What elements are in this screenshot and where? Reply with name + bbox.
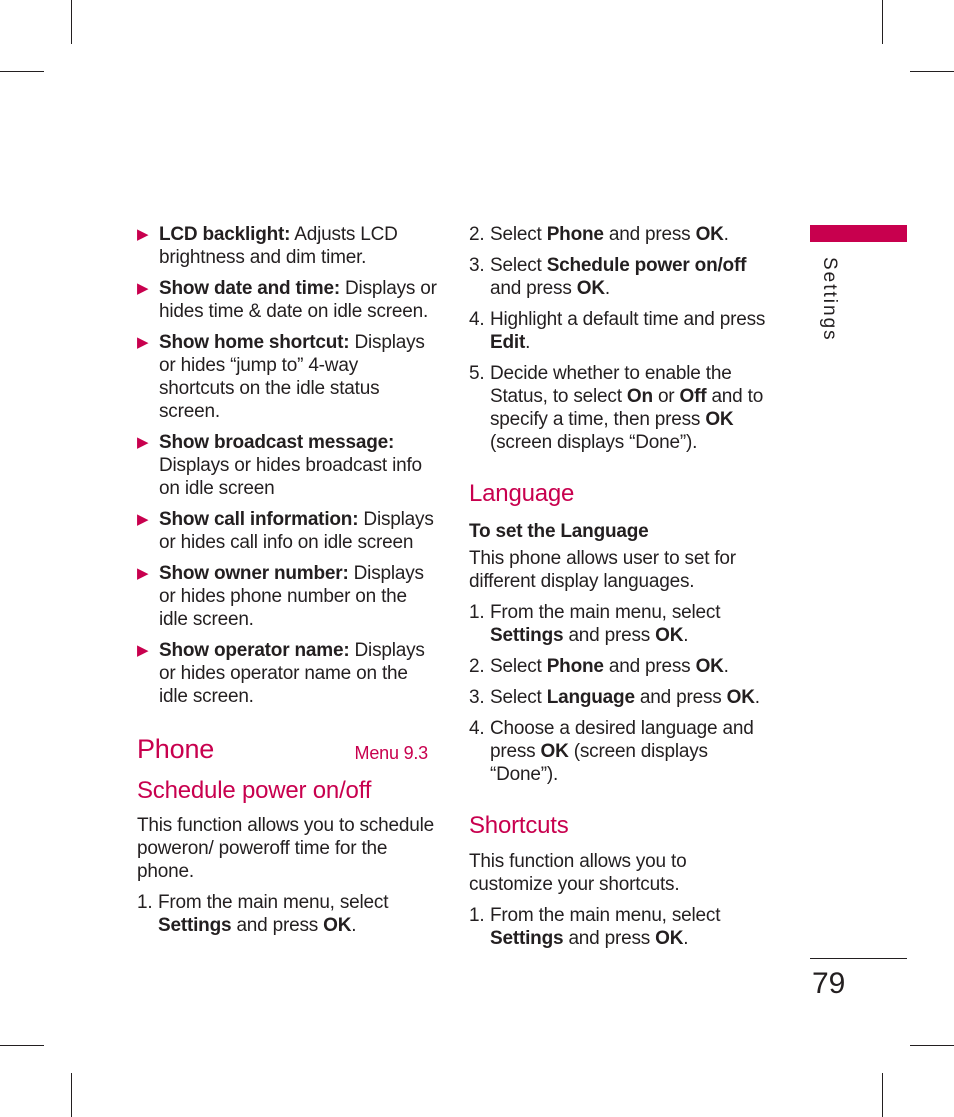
language-intro: This phone allows user to set for different display languages. — [469, 548, 736, 592]
step-number: 2. — [469, 224, 485, 245]
step-text: . — [683, 928, 689, 949]
step-keyword: Schedule power on/off — [546, 255, 747, 276]
phone-heading-row — [137, 734, 428, 764]
step-text: Highlight a default time and press — [490, 309, 766, 330]
menu-reference: Menu 9.3 — [354, 743, 428, 763]
schedule-step-5 — [469, 362, 769, 454]
step-text: Select — [490, 687, 547, 708]
step-text: From the main menu, select — [490, 905, 721, 926]
step-number: 1. — [469, 602, 485, 623]
section-title-phone: Phone — [137, 734, 215, 764]
step-text: or — [652, 386, 680, 407]
language-step-4 — [469, 717, 769, 786]
step-text: . — [723, 656, 729, 677]
crop-mark — [0, 71, 44, 72]
step-keyword: Phone — [546, 224, 604, 245]
triangle-right-icon: ▶ — [137, 334, 149, 351]
bullet-item — [137, 431, 437, 500]
triangle-right-icon: ▶ — [137, 226, 149, 243]
step-text: From the main menu, select — [490, 602, 721, 623]
bullet-item — [137, 639, 437, 708]
step-keyword: Settings — [490, 928, 564, 949]
step-number: 1. — [469, 905, 485, 926]
language-subheading: To set the Language — [469, 521, 649, 542]
step-text: . — [525, 332, 531, 353]
step-text: . — [351, 915, 357, 936]
language-step-3 — [469, 686, 769, 709]
step-keyword: Phone — [546, 656, 604, 677]
step-text: Decide whether to enable the Status, to select — [490, 363, 732, 407]
step-number: 3. — [469, 255, 485, 276]
bullet-text: Displays or hides phone number on the idle screen. — [159, 563, 424, 630]
left-column — [137, 223, 437, 945]
step-keyword: Settings — [158, 915, 232, 936]
step-keyword: OK — [695, 656, 724, 677]
bullet-text: Displays or hides call info on idle screen — [159, 509, 434, 553]
step-number: 3. — [469, 687, 485, 708]
step-text: and press — [563, 928, 656, 949]
bullet-item — [137, 223, 437, 269]
crop-mark — [71, 0, 72, 44]
page-number-rule — [810, 958, 907, 959]
schedule-step-1 — [137, 891, 437, 937]
crop-mark — [882, 0, 883, 44]
shortcuts-step-1 — [469, 904, 769, 950]
subsection-title-shortcuts: Shortcuts — [469, 812, 569, 839]
step-text: and press — [603, 224, 696, 245]
step-number: 2. — [469, 656, 485, 677]
page-number: 79 — [812, 967, 846, 1000]
step-text: and press — [603, 656, 696, 677]
bullet-label: Show call information: — [159, 509, 359, 530]
schedule-step-2 — [469, 223, 769, 246]
triangle-right-icon: ▶ — [137, 511, 149, 528]
subsection-title-language: Language — [469, 480, 575, 507]
step-keyword: OK — [695, 224, 724, 245]
bullet-item — [137, 277, 437, 323]
crop-mark — [71, 1073, 72, 1117]
step-text: and press — [490, 278, 577, 299]
bullet-text: Displays or hides broadcast info on idle screen — [159, 455, 422, 499]
crop-mark — [910, 1045, 954, 1046]
schedule-step-4 — [469, 308, 769, 354]
step-text: and press — [231, 915, 324, 936]
step-keyword: Settings — [490, 625, 564, 646]
bullet-label: Show owner number: — [159, 563, 349, 584]
step-text: From the main menu, select — [158, 892, 389, 913]
step-keyword: Language — [546, 687, 635, 708]
language-step-2 — [469, 655, 769, 678]
shortcuts-intro: This function allows you to customize your shortcuts. — [469, 851, 687, 895]
step-text: Select — [490, 656, 547, 677]
step-text: and to specify a time, then press — [490, 386, 764, 430]
step-keyword: OK — [705, 409, 734, 430]
step-keyword: Edit — [490, 332, 526, 353]
crop-mark — [910, 71, 954, 72]
section-label: Settings — [819, 257, 840, 342]
schedule-step-3 — [469, 254, 769, 300]
triangle-right-icon: ▶ — [137, 565, 149, 582]
subsection-title-schedule: Schedule power on/off — [137, 777, 372, 804]
crop-mark — [882, 1073, 883, 1117]
triangle-right-icon: ▶ — [137, 642, 149, 659]
bullet-text: Adjusts LCD brightness and dim timer. — [159, 224, 398, 268]
step-keyword: On — [626, 386, 653, 407]
bullet-item — [137, 508, 437, 554]
step-keyword: Off — [679, 386, 707, 407]
bullet-label: Show home shortcut: — [159, 332, 350, 353]
bullet-text: Displays or hides “jump to” 4-way shortcuts on the idle status screen. — [159, 332, 425, 422]
step-keyword: OK — [655, 928, 684, 949]
triangle-right-icon: ▶ — [137, 280, 149, 297]
bullet-item — [137, 562, 437, 631]
bullet-text: Displays or hides time & date on idle screen. — [159, 278, 437, 322]
bullet-item — [137, 331, 437, 423]
triangle-right-icon: ▶ — [137, 434, 149, 451]
step-text: . — [723, 224, 729, 245]
step-text: (screen displays “Done”). — [490, 741, 708, 785]
crop-mark — [0, 1045, 44, 1046]
schedule-intro: This function allows you to schedule poweron/ poweroff time for the phone. — [137, 815, 434, 882]
step-text: and press — [563, 625, 656, 646]
step-keyword: OK — [576, 278, 605, 299]
step-keyword: OK — [540, 741, 569, 762]
step-text: and press — [634, 687, 727, 708]
step-text: (screen displays “Done”). — [490, 432, 698, 453]
step-text: . — [754, 687, 760, 708]
step-keyword: OK — [655, 625, 684, 646]
right-column — [469, 223, 769, 958]
step-keyword: OK — [726, 687, 755, 708]
step-text: . — [604, 278, 610, 299]
step-number: 4. — [469, 309, 485, 330]
step-number: 1. — [137, 892, 153, 913]
section-tab-bar — [810, 225, 907, 242]
bullet-label: Show operator name: — [159, 640, 350, 661]
bullet-label: LCD backlight: — [159, 224, 291, 245]
step-keyword: OK — [323, 915, 352, 936]
language-step-1 — [469, 601, 769, 647]
step-number: 5. — [469, 363, 485, 384]
step-text: Select — [490, 224, 547, 245]
bullet-text: Displays or hides operator name on the idle screen. — [159, 640, 425, 707]
step-text: Select — [490, 255, 547, 276]
bullet-label: Show broadcast message: — [159, 432, 395, 453]
step-number: 4. — [469, 718, 485, 739]
bullet-label: Show date and time: — [159, 278, 340, 299]
step-text: Choose a desired language and press — [490, 718, 754, 762]
step-text: . — [683, 625, 689, 646]
